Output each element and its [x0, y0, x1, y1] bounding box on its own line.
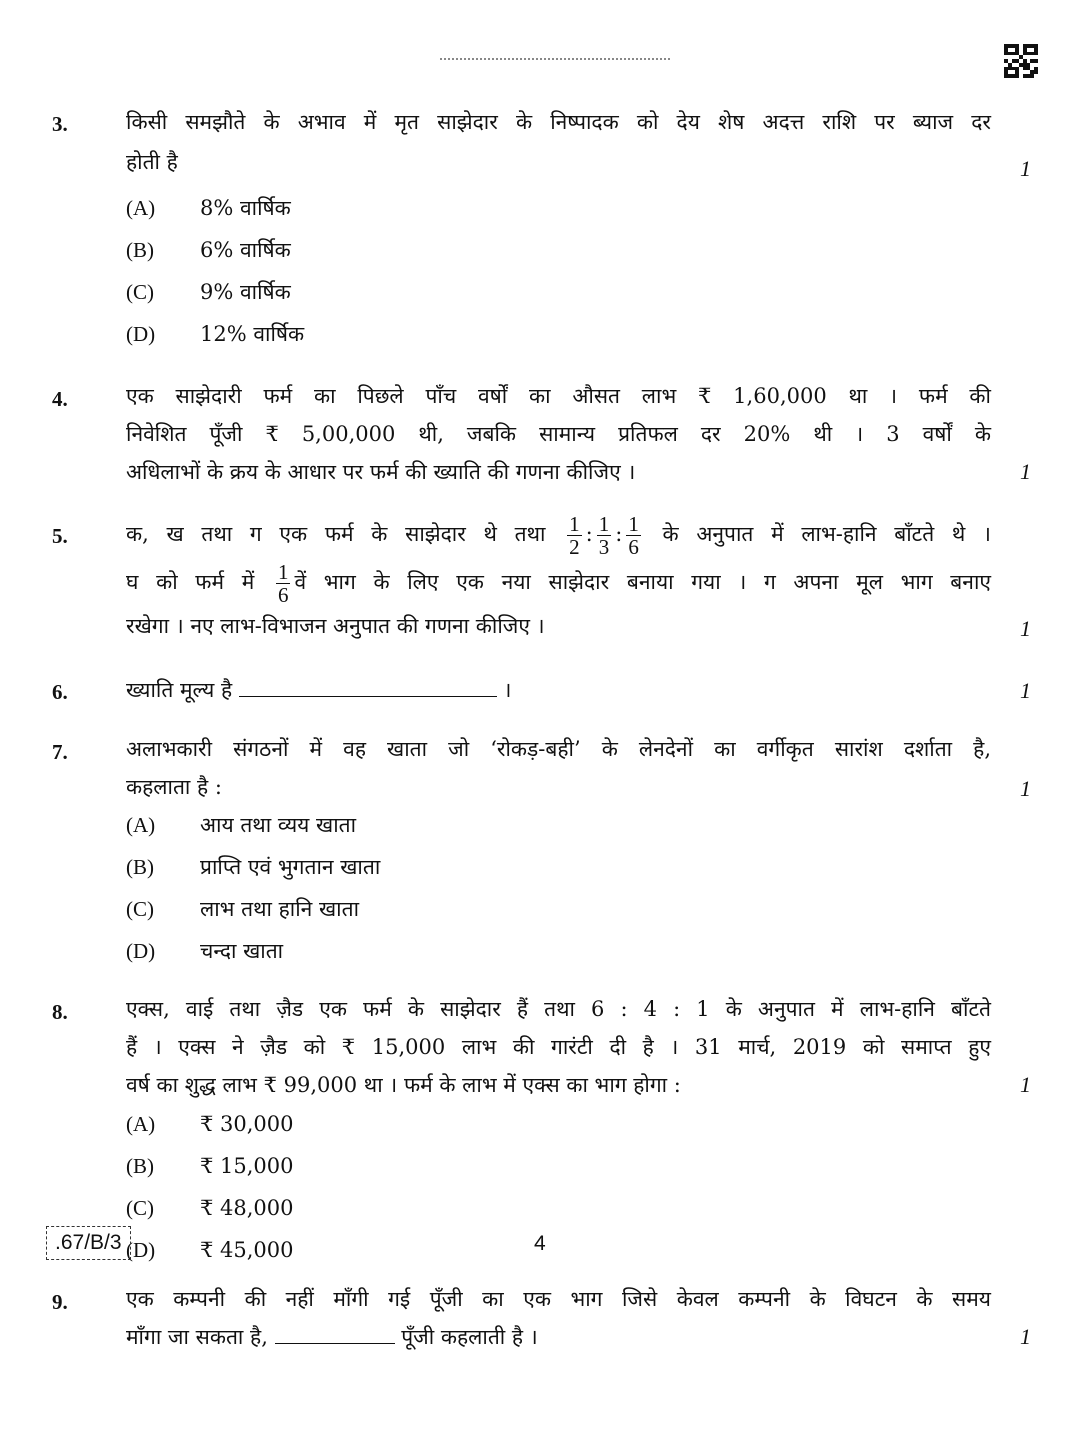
question-number: 3.	[52, 112, 68, 136]
question-text-segment: वें भाग के लिए एक नया साझेदार बनाया गया । ग अपना मूल भाग बनाए	[294, 570, 991, 594]
question-text	[126, 990, 991, 1104]
denominator: 2	[569, 535, 580, 559]
option	[126, 1103, 294, 1145]
question-text-segment: ख्याति मूल्य है	[126, 678, 233, 702]
denominator: 6	[628, 535, 639, 559]
option-label: (A)	[126, 1111, 156, 1136]
marks: 1	[1020, 776, 1031, 801]
option	[126, 1145, 294, 1187]
option-text: प्राप्ति एवं भुगतान खाता	[200, 855, 381, 879]
qr-code-icon	[1004, 44, 1038, 78]
fraction	[567, 513, 582, 558]
question-text	[126, 730, 991, 806]
question-text	[126, 1280, 991, 1356]
fraction	[626, 513, 641, 558]
option-text: 6% वार्षिक	[200, 238, 291, 262]
option-label: (C)	[126, 279, 154, 304]
question-line: वर्ष का शुद्ध लाभ ₹ 99,000 था । फर्म के लाभ में एक्स का भाग होगा :	[126, 1073, 681, 1097]
option-label: (D)	[126, 321, 156, 346]
options-list	[126, 187, 304, 355]
option	[126, 930, 380, 972]
denominator: 6	[277, 583, 289, 607]
page-number: 4	[534, 1232, 546, 1255]
question-text	[126, 670, 991, 710]
question-text	[126, 102, 991, 182]
question-line: कहलाता है :	[126, 775, 222, 799]
question-line: अलाभकारी संगठनों में वह खाता जो ‘रोकड़-बही’ के लेनदेनों का वर्गीकृत सारांश दर्शाता है,	[126, 737, 991, 761]
marks: 1	[1020, 156, 1031, 181]
option	[126, 187, 304, 229]
question-text-segment: ।	[503, 678, 512, 702]
numerator: 1	[598, 512, 610, 536]
option-label: (C)	[126, 1195, 154, 1220]
question-text-segment: घ को फर्म में	[126, 570, 255, 594]
option-text: आय तथा व्यय खाता	[200, 813, 357, 837]
question-number: 6.	[52, 680, 68, 704]
option	[126, 846, 380, 888]
paper-code: .67/B/3	[46, 1226, 131, 1260]
numerator: 1	[628, 512, 639, 536]
option-label: (C)	[126, 896, 154, 921]
question-line: निवेशित पूँजी ₹ 5,00,000 थी, जबकि सामान्य प्रतिफल दर 20% थी । 3 वर्षों के	[126, 422, 991, 446]
option-text: 9% वार्षिक	[200, 280, 291, 304]
question-number: 8.	[52, 1000, 68, 1024]
option-label: (D)	[126, 938, 156, 963]
question-line: एक्स, वाई तथा ज़ैड एक फर्म के साझेदार हैं तथा 6 : 4 : 1 के अनुपात में लाभ-हानि बाँटते	[126, 997, 991, 1021]
option-label: (A)	[126, 195, 156, 220]
header-rule	[440, 58, 670, 60]
fraction	[597, 513, 612, 558]
question-number: 9.	[52, 1290, 68, 1314]
option	[126, 271, 304, 313]
options-list	[126, 804, 380, 972]
option	[126, 1187, 294, 1229]
answer-blank	[239, 674, 497, 697]
question-text	[126, 510, 991, 646]
fraction	[276, 561, 291, 606]
marks: 1	[1020, 1072, 1031, 1097]
option-text: ₹ 15,000	[200, 1154, 294, 1178]
option-text: ₹ 45,000	[200, 1238, 294, 1262]
numerator: 1	[277, 560, 289, 584]
question-number: 4.	[52, 387, 68, 411]
option-label: (B)	[126, 854, 154, 879]
option	[126, 1229, 294, 1271]
option-text: ₹ 30,000	[200, 1112, 294, 1136]
question-line: अधिलाभों के क्रय के आधार पर फर्म की ख्याति की गणना कीजिए ।	[126, 460, 636, 484]
ratio-sep: :	[585, 522, 593, 546]
question-text	[126, 377, 991, 491]
question-number: 7.	[52, 740, 68, 764]
option-label: (B)	[126, 237, 154, 262]
option	[126, 888, 380, 930]
question-text-segment: क, ख तथा ग एक फर्म के साझेदार थे तथा	[126, 522, 546, 546]
question-line: एक साझेदारी फर्म का पिछले पाँच वर्षों का औसत लाभ ₹ 1,60,000 था । फर्म की	[126, 384, 991, 408]
option-label: (B)	[126, 1153, 154, 1178]
option-text: लाभ तथा हानि खाता	[200, 897, 360, 921]
option-text: 8% वार्षिक	[200, 196, 291, 220]
marks: 1	[1020, 459, 1031, 484]
question-line	[126, 510, 991, 558]
option-text: चन्दा खाता	[200, 939, 284, 963]
question-text-segment: पूँजी कहलाती है ।	[401, 1325, 538, 1349]
question-text-segment: के अनुपात में लाभ-हानि बाँटते थे ।	[662, 522, 991, 546]
ratio-sep: :	[615, 522, 623, 546]
marks: 1	[1020, 678, 1031, 703]
question-line: एक कम्पनी की नहीं माँगी गई पूँजी का एक भाग जिसे केवल कम्पनी के विघटन के समय	[126, 1287, 991, 1311]
option-text: ₹ 48,000	[200, 1196, 294, 1220]
numerator: 1	[569, 512, 580, 536]
option-label: (D)	[126, 1237, 156, 1262]
options-list	[126, 1103, 294, 1271]
question-text-segment: माँगा जा सकता है,	[126, 1325, 268, 1349]
option-text: 12% वार्षिक	[200, 322, 305, 346]
question-line: होती है	[126, 150, 178, 174]
marks: 1	[1020, 616, 1031, 641]
question-line	[126, 1318, 991, 1356]
option	[126, 804, 380, 846]
marks: 1	[1020, 1324, 1031, 1349]
question-line: हैं । एक्स ने ज़ैड को ₹ 15,000 लाभ की गारंटी दी है । 31 मार्च, 2019 को समाप्त हुए	[126, 1035, 991, 1059]
option-label: (A)	[126, 812, 156, 837]
question-line	[126, 558, 991, 606]
question-line: किसी समझौते के अभाव में मृत साझेदार के निष्पादक को देय शेष अदत्त राशि पर ब्याज दर	[126, 110, 991, 134]
answer-blank	[275, 1321, 395, 1344]
denominator: 3	[598, 535, 610, 559]
option	[126, 229, 304, 271]
question-number: 5.	[52, 524, 68, 548]
option	[126, 313, 304, 355]
question-line: रखेगा । नए लाभ-विभाजन अनुपात की गणना कीजिए ।	[126, 614, 545, 638]
